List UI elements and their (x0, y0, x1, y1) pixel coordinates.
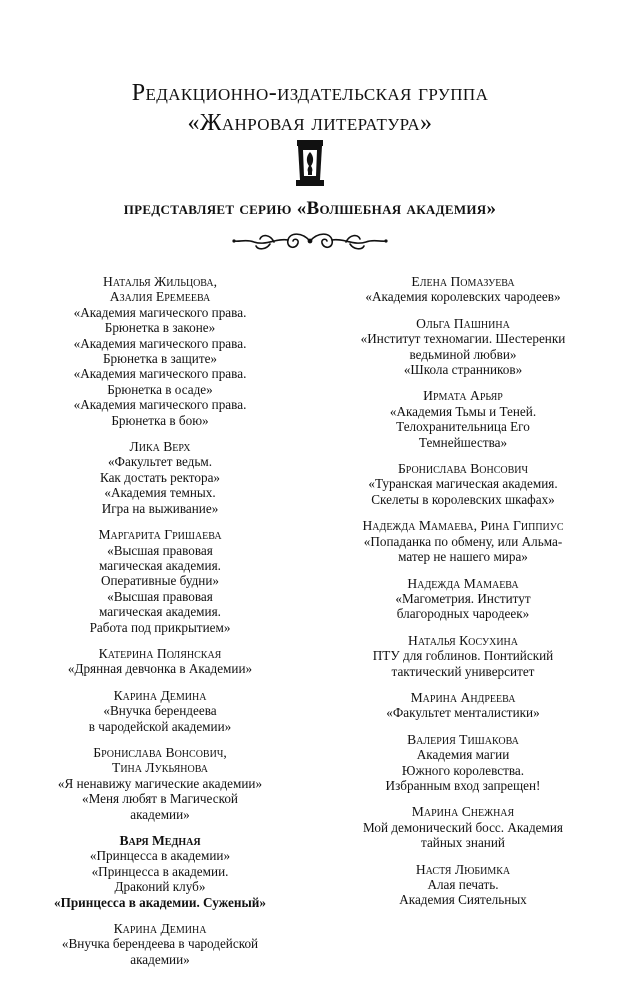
book-title-line: «Я ненавижу магические академии» (57, 775, 263, 791)
book-title-line: «Академия Тьмы и Теней. (389, 403, 537, 419)
book-title-line: «Академия магического права. (73, 366, 247, 382)
publisher-header (0, 78, 620, 138)
book-title-line: «Внучка берендеева в чародейской (61, 936, 259, 952)
author-name: Катерина Полянская (98, 645, 222, 661)
author-name: Марина Снежная (411, 804, 515, 820)
author-name: Маргарита Гришаева (98, 527, 222, 543)
book-title-line: Брюнетка в осаде» (107, 381, 213, 397)
book-entry (318, 633, 608, 679)
book-entry (0, 439, 320, 516)
author-name: Наталья Жильцова, (103, 274, 217, 289)
author-name: Ольга Пашнина (416, 315, 510, 331)
book-title-line: «Магометрия. Институт (395, 590, 531, 606)
book-entry (0, 646, 320, 677)
publisher-line-1: Редакционно-издательская группа (131, 80, 489, 106)
book-title-line: «Факультет менталистики» (386, 705, 540, 721)
book-title-line: ведьминой любви» (409, 346, 517, 362)
author-name: Варя Медная (119, 833, 201, 848)
book-entry (318, 576, 608, 622)
book-title-line: «Академия магического права. (73, 335, 247, 351)
book-title-line: «Академия королевских чародеев» (365, 289, 561, 305)
book-entry (318, 461, 608, 507)
author-name: Надежда Мамаева (407, 575, 519, 591)
series-title: представляет серию «Волшебная академия» (123, 198, 497, 219)
book-entry (318, 518, 608, 564)
publisher-line-2: «Жанровая литература» (187, 110, 433, 136)
author-name: Валерия Тишакова (407, 731, 519, 747)
book-title-line: Брюнетка в защите» (102, 351, 218, 367)
book-entry (0, 527, 320, 635)
book-title-line: «Высшая правовая (107, 588, 213, 604)
book-title-line: «Институт техномагии. Шестеренки (360, 331, 566, 347)
book-entry (0, 688, 320, 734)
right-book-list (318, 274, 608, 919)
author-name: Ирмата Арьяр (423, 388, 503, 404)
book-title-line: Как достать ректора» (99, 469, 221, 485)
author-name: Надежда Мамаева, Рина Гиппиус (362, 518, 564, 534)
book-title-line: Скелеты в королевских шкафах» (371, 491, 555, 507)
book-entry (318, 274, 608, 305)
book-title-line: «Академия магического права. (73, 304, 247, 320)
book-title-line: Академия магии (416, 747, 510, 763)
author-name: Марина Андреева (410, 689, 516, 705)
book-title-line: «Принцесса в академии» (89, 848, 231, 864)
book-entry (0, 745, 320, 822)
book-title-line: «Академия магического права. (73, 397, 247, 413)
author-name: Лика Верх (129, 439, 191, 455)
book-title-line: «Туранская магическая академия. (368, 476, 558, 492)
book-title-line: «Дрянная девчонка в Академии» (67, 661, 253, 677)
book-title-line: «Факультет ведьм. (107, 454, 213, 470)
author-name: Азалия Еремеева (109, 289, 211, 305)
book-title-line: Академия Сиятельных (399, 892, 527, 908)
book-title-line: «Академия темных. (104, 485, 216, 501)
book-entry (0, 921, 320, 967)
book-entry (318, 388, 608, 450)
book-title-line: академии» (130, 951, 190, 967)
author-name: Бронислава Вонсович, (93, 744, 227, 760)
book-entry (318, 316, 608, 378)
book-title-line: «Высшая правовая (107, 542, 213, 558)
book-title-line: Телохранительница Его (396, 419, 530, 435)
book-title-line: тайных знаний (421, 835, 505, 851)
author-name: Бронислава Вонсович (397, 461, 529, 477)
book-title-line: Брюнетка в законе» (104, 320, 216, 336)
book-entry (318, 804, 608, 850)
book-title-line: Оперативные будни» (100, 573, 220, 589)
book-title-line: тактический университет (391, 663, 535, 679)
book-title-line: благородных чародеек» (396, 606, 530, 622)
book-title-line: академии» (130, 806, 190, 822)
author-name: Наталья Косухина (408, 632, 518, 648)
lantern-icon (296, 140, 324, 186)
book-title-line: ПТУ для гоблинов. Понтийский (372, 648, 554, 664)
book-title-line: магическая академия. (99, 604, 221, 620)
book-title-line: «Принцесса в академии. (91, 863, 229, 879)
book-entry (318, 862, 608, 908)
book-entry (0, 833, 320, 910)
book-title-line: матер не нашего мира» (398, 549, 528, 565)
book-title-line: Избранным вход запрещен! (385, 777, 541, 793)
left-book-list (0, 274, 320, 978)
book-title-line: «Школа странников» (403, 362, 523, 378)
book-title-line: Драконий клуб» (114, 879, 206, 895)
book-title-line: Темнейшества» (418, 434, 508, 450)
flourish-ornament (230, 228, 390, 254)
book-title-line: Алая печать. (427, 877, 499, 892)
book-title-line: «Попаданка по обмену, или Альма- (363, 533, 563, 549)
author-name: Настя Любимка (415, 861, 511, 877)
book-title-line: «Внучка берендеева (103, 703, 217, 719)
author-name: Елена Помазуева (411, 274, 515, 289)
book-entry (318, 732, 608, 794)
book-title-line: Брюнетка в бою» (111, 412, 209, 428)
book-title-line: в чародейской академии» (88, 718, 232, 734)
book-title-line: Южного королевства. (401, 762, 525, 778)
book-entry (318, 690, 608, 721)
book-title-line: Работа под прикрытием» (89, 619, 231, 635)
book-entry (0, 274, 320, 428)
book-title-line: «Принцесса в академии. Суженый» (54, 894, 266, 910)
author-name: Карина Демина (113, 921, 207, 937)
author-name: Карина Демина (113, 687, 207, 703)
book-title-line: магическая академия. (99, 557, 221, 573)
book-title-line: Игра на выживание» (101, 500, 219, 516)
author-name: Тина Лукьянова (112, 760, 208, 776)
book-title-line: Мой демонический босс. Академия (363, 819, 563, 835)
book-title-line: «Меня любят в Магической (82, 791, 238, 807)
